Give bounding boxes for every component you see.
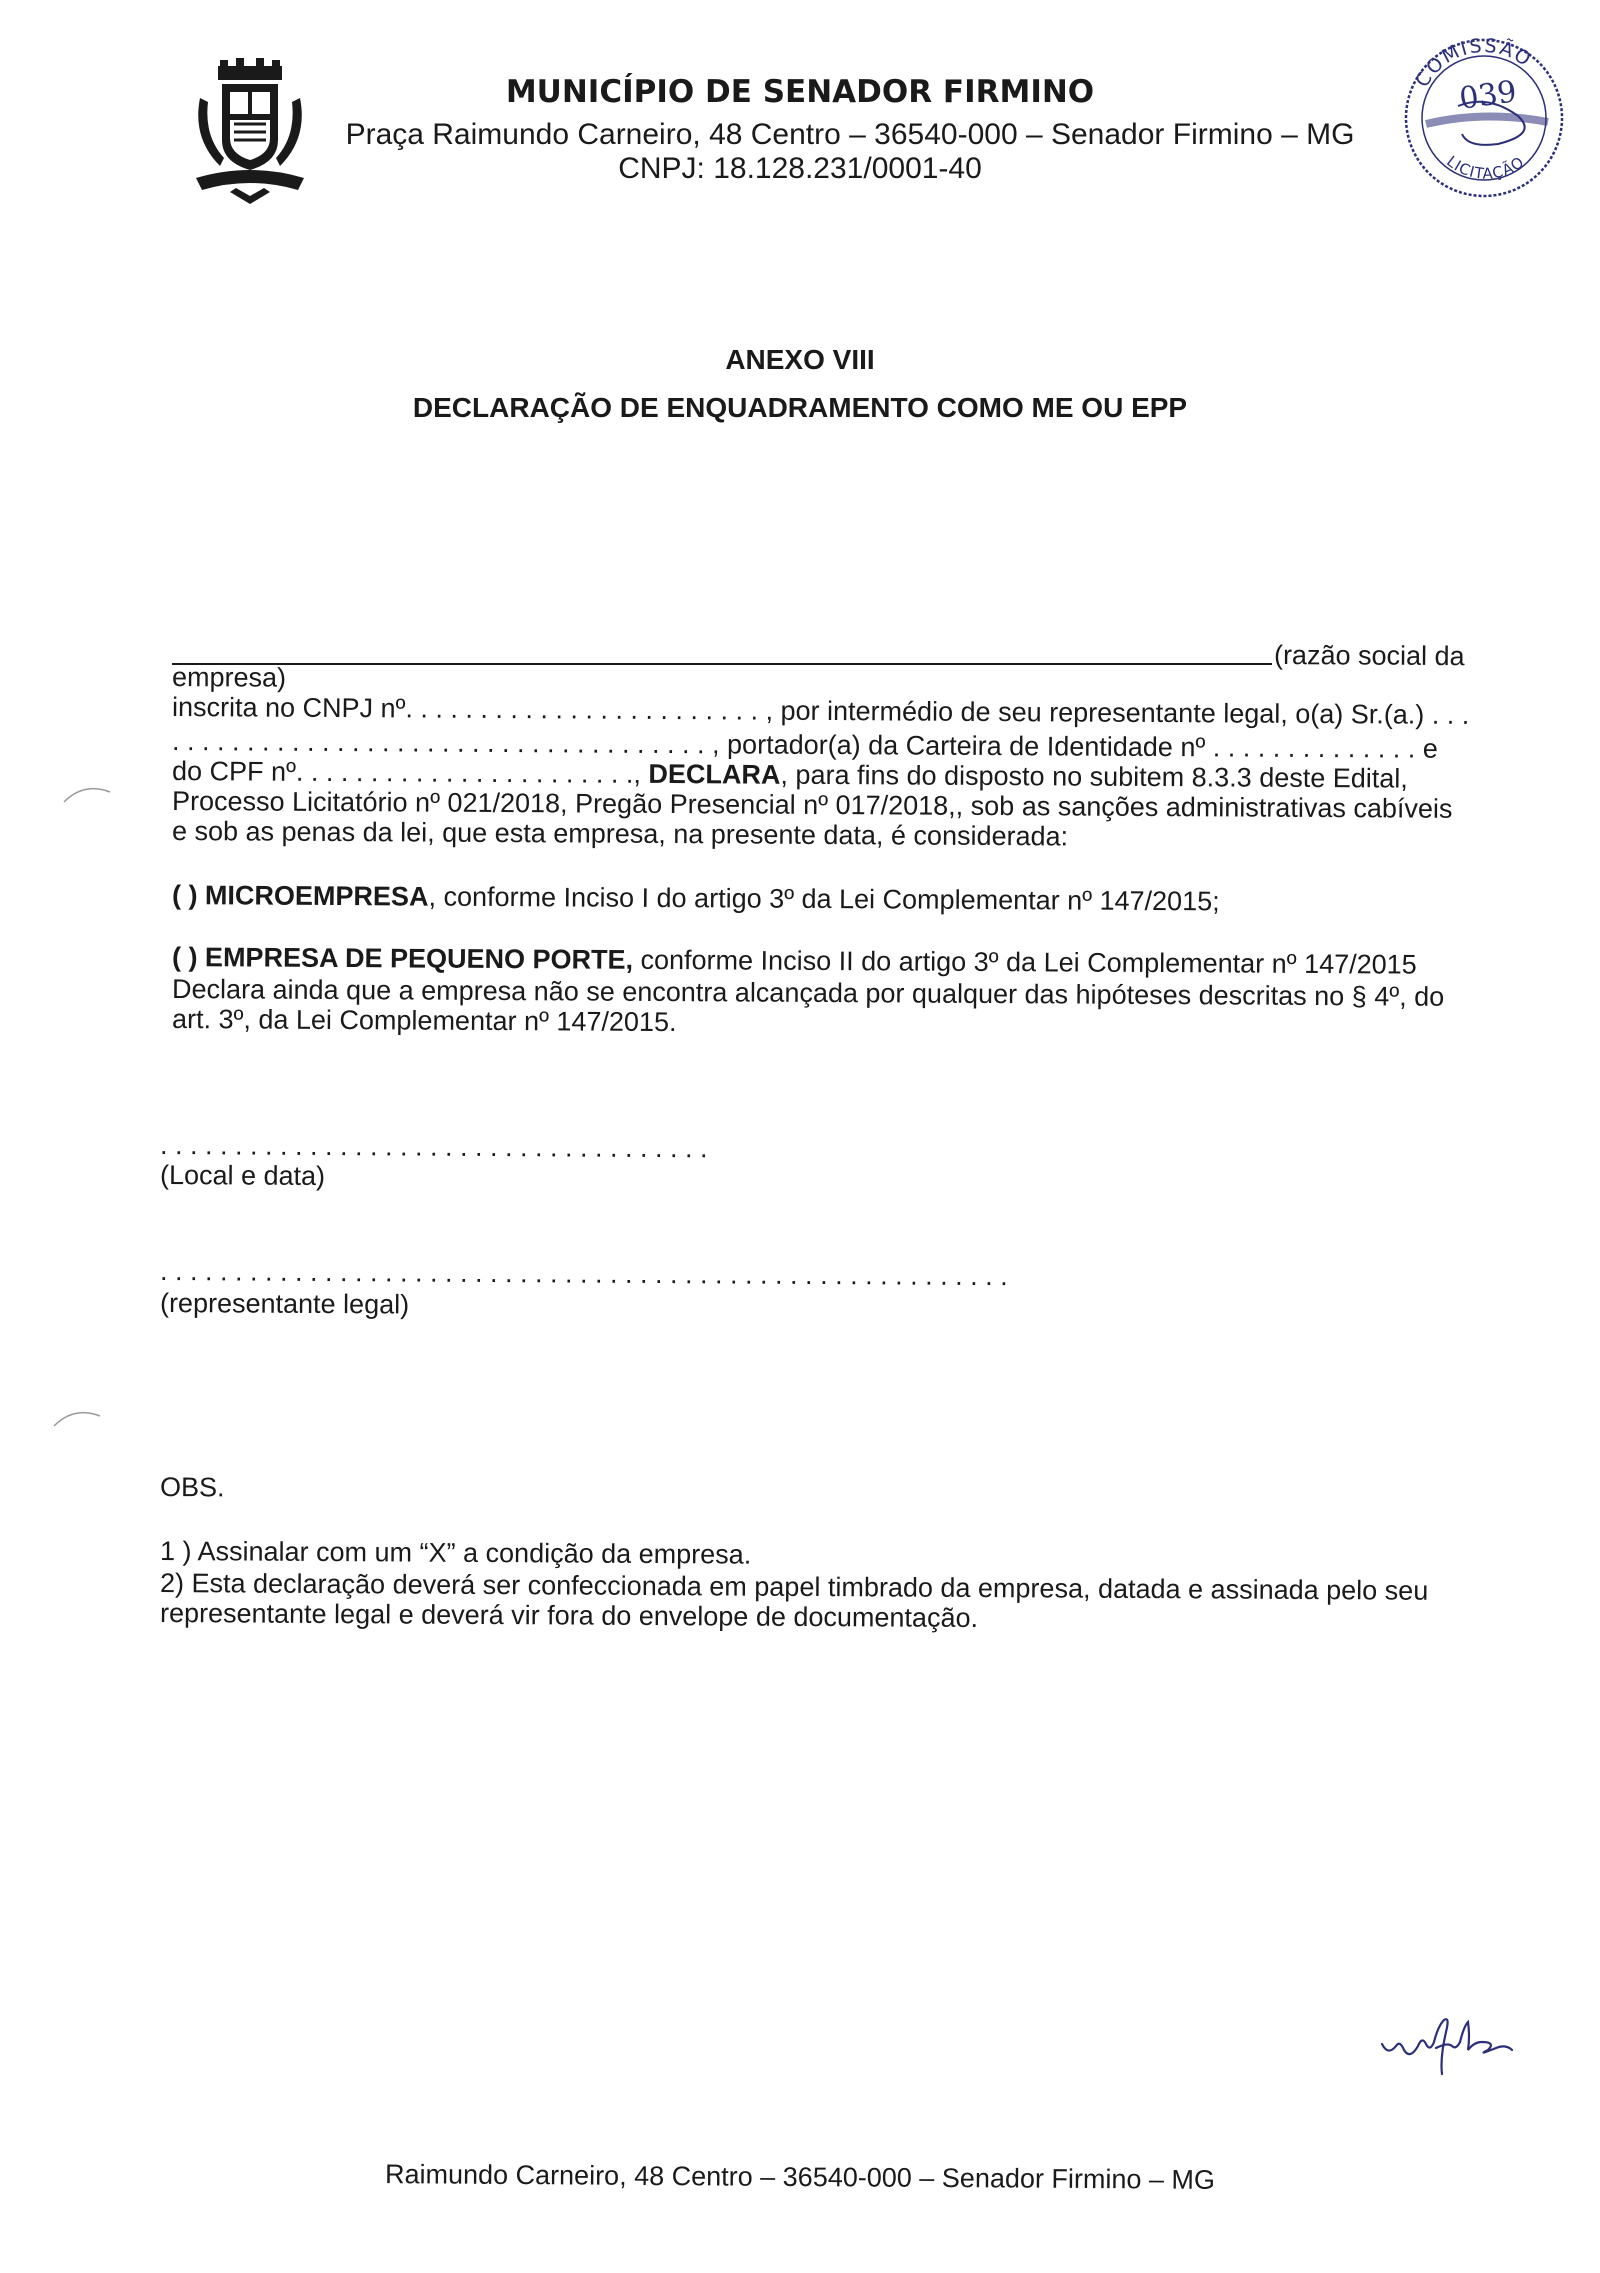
local-date-dots: . . . . . . . . . . . . . . . . . . . . . . . . . . . . . . . . . . . . . xyxy=(159,1130,708,1164)
cpf-suffix: , para fins do disposto no subitem 8.3.3 deste Edital, xyxy=(780,759,1408,794)
article-line: art. 3º, da Lei Complementar nº 147/2015. xyxy=(171,1004,677,1038)
razao-social-label: (razão social da xyxy=(1273,640,1465,672)
stamp-top-text: COMISSÃO xyxy=(1411,34,1537,92)
municipality-address: Praça Raimundo Carneiro, 48 Centro – 36540-000 – Senador Firmino – MG xyxy=(345,118,1355,151)
company-name-blank-line xyxy=(172,663,1272,665)
scan-margin-mark xyxy=(50,1402,110,1432)
obs-item-2-line-2: representante legal e deverá vir fora do envelope de documentação. xyxy=(159,1598,979,1633)
municipality-cnpj: CNPJ: 18.128.231/0001-40 xyxy=(618,152,982,185)
representative-dots: . . . . . . . . . . . . . . . . . . . . . . . . . . . . . . . . . . . . . . . . . . . . . . . . . . . . . . . . . xyxy=(159,1256,1008,1292)
microempresa-text: , conforme Inciso I do artigo 3º da Lei Complementar nº 147/2015; xyxy=(428,881,1220,917)
municipality-title: MUNICÍPIO DE SENADOR FIRMINO xyxy=(505,74,1095,110)
local-date-label: (Local e data) xyxy=(159,1160,326,1192)
stamp-bottom-text: LICITAÇÃO xyxy=(1443,152,1528,183)
empresa-label: empresa) xyxy=(171,662,287,693)
svg-text:LICITAÇÃO xyxy=(1443,152,1528,183)
footer-address: Raimundo Carneiro, 48 Centro – 36540-000 – Senador Firmino – MG xyxy=(384,2159,1216,2195)
declara-ainda-line: Declara ainda que a empresa não se encontra alcançada por qualquer das hipóteses descritas no § 4º, do xyxy=(171,974,1445,1012)
penalties-line: e sob as penas da lei, que esta empresa, na presente data, é considerada: xyxy=(171,816,1069,852)
municipal-coat-of-arms xyxy=(190,58,310,208)
epp-text: conforme Inciso II do artigo 3º da Lei Complementar nº 147/2015 xyxy=(632,944,1417,980)
commission-stamp xyxy=(1398,24,1568,204)
cpf-prefix: do CPF nº. . . . . . . . . . . . . . . . . . . . . . ., xyxy=(171,756,649,789)
obs-label: OBS. xyxy=(159,1472,225,1503)
cnpj-line: inscrita no CNPJ nº. . . . . . . . . . . . . . . . . . . . . . . . , por intermédio de seu representante legal, o(a) Sr.(a.) . . . xyxy=(171,692,1470,730)
processo-line: Processo Licitatório nº 021/2018, Pregão Presencial nº 017/2018,, sob as sanções administrativas cabíveis xyxy=(171,786,1453,824)
scan-margin-mark xyxy=(60,780,120,810)
epp-label: ( ) EMPRESA DE PEQUENO PORTE, xyxy=(171,942,634,975)
microempresa-label: ( ) MICROEMPRESA xyxy=(171,880,429,912)
identity-line: . . . . . . . . . . . . . . . . . . . . . . . . . . . . . . . . . . . . , portador(a) da Carteira de Identidade nº . . . . . . . . . . . . . . e xyxy=(171,726,1438,764)
obs-item-1: 1 ) Assinalar com um “X” a condição da empresa. xyxy=(159,1536,752,1570)
stamp-number: 039 xyxy=(1457,74,1519,117)
annex-subtitle: DECLARAÇÃO DE ENQUADRAMENTO COMO ME OU EPP xyxy=(412,392,1188,423)
microempresa-option xyxy=(172,880,1220,917)
handwritten-initials xyxy=(1378,2012,1518,2082)
annex-title: ANEXO VIII xyxy=(725,344,875,375)
declara-word: DECLARA xyxy=(648,758,781,790)
obs-item-2-line-1: 2) Esta declaração deverá ser confeccionada em papel timbrado da empresa, datada e assinada pelo seu xyxy=(159,1568,1429,1606)
representative-label: (representante legal) xyxy=(159,1288,410,1320)
